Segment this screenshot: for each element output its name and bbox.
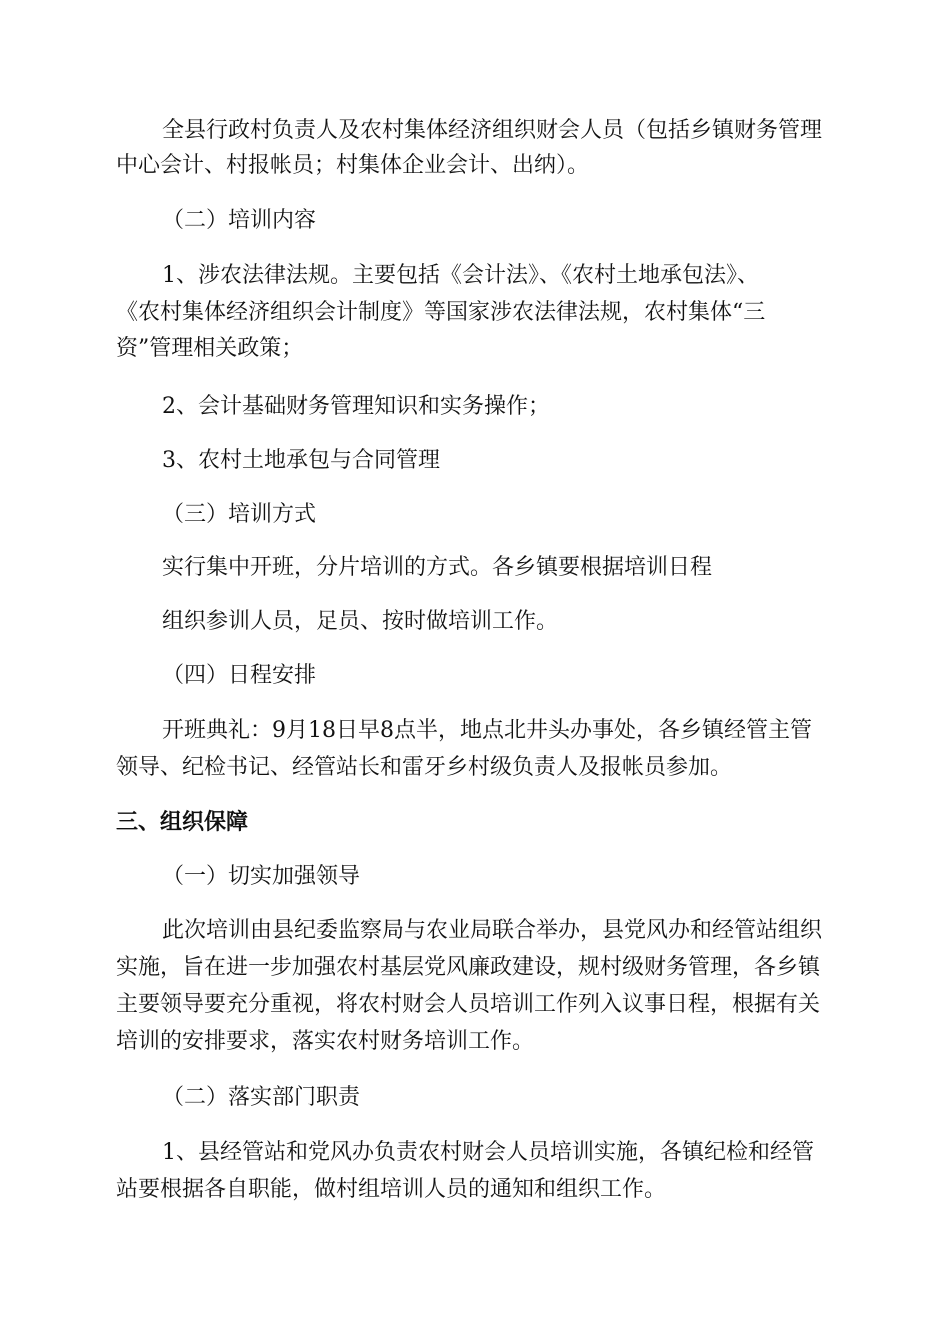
paragraph-line: 实行集中开班，分片培训的方式。各乡镇要根据培训日程 (162, 555, 713, 580)
paragraph-line: 中心会计、村报帐员；村集体企业会计、出纳）。 (116, 153, 590, 178)
paragraph-line: 2、会计基础财务管理知识和实务操作； (162, 394, 550, 419)
paragraph-line: 1、涉农法律法规。主要包括《会计法》、《农村土地承包法》、 (162, 263, 759, 288)
paragraph-line: 组织参训人员，足员、按时做培训工作。 (162, 609, 559, 634)
subheading: （三）培训方式 (162, 502, 317, 527)
paragraph-line: 资”管理相关政策； (116, 336, 304, 361)
paragraph-line: 开班典礼：9月18日早8点半，地点北井头办事处，各乡镇经管主管 (162, 718, 812, 743)
paragraph-line: 实施，旨在进一步加强农村基层党风廉政建设，规村级财务管理，各乡镇 (116, 955, 821, 980)
paragraph-line: 领导、纪检书记、经管站长和雷牙乡村级负责人及报帐员参加。 (116, 755, 733, 780)
paragraph-line: 《农村集体经济组织会计制度》等国家涉农法律法规，农村集体“三 (116, 300, 766, 325)
subheading: （二）培训内容 (162, 208, 317, 233)
paragraph-line: 1、县经管站和党风办负责农村财会人员培训实施，各镇纪检和经管 (162, 1140, 814, 1165)
paragraph-line: 3、农村土地承包与合同管理 (162, 448, 440, 473)
subheading: （二）落实部门职责 (162, 1085, 361, 1110)
paragraph-line: 培训的安排要求，落实农村财务培训工作。 (116, 1029, 535, 1054)
paragraph-line: 主要领导要充分重视，将农村财会人员培训工作列入议事日程，根据有关 (116, 992, 821, 1017)
paragraph-line: 全县行政村负责人及农村集体经济组织财会人员（包括乡镇财务管理 (162, 118, 823, 143)
subheading: （四）日程安排 (162, 663, 317, 688)
subheading: （一）切实加强领导 (162, 864, 361, 889)
paragraph-line: 此次培训由县纪委监察局与农业局联合举办，县党风办和经管站组织 (162, 918, 823, 943)
paragraph-line: 站要根据各自职能，做村组培训人员的通知和组织工作。 (116, 1177, 667, 1202)
section-heading: 三、组织保障 (116, 810, 249, 835)
